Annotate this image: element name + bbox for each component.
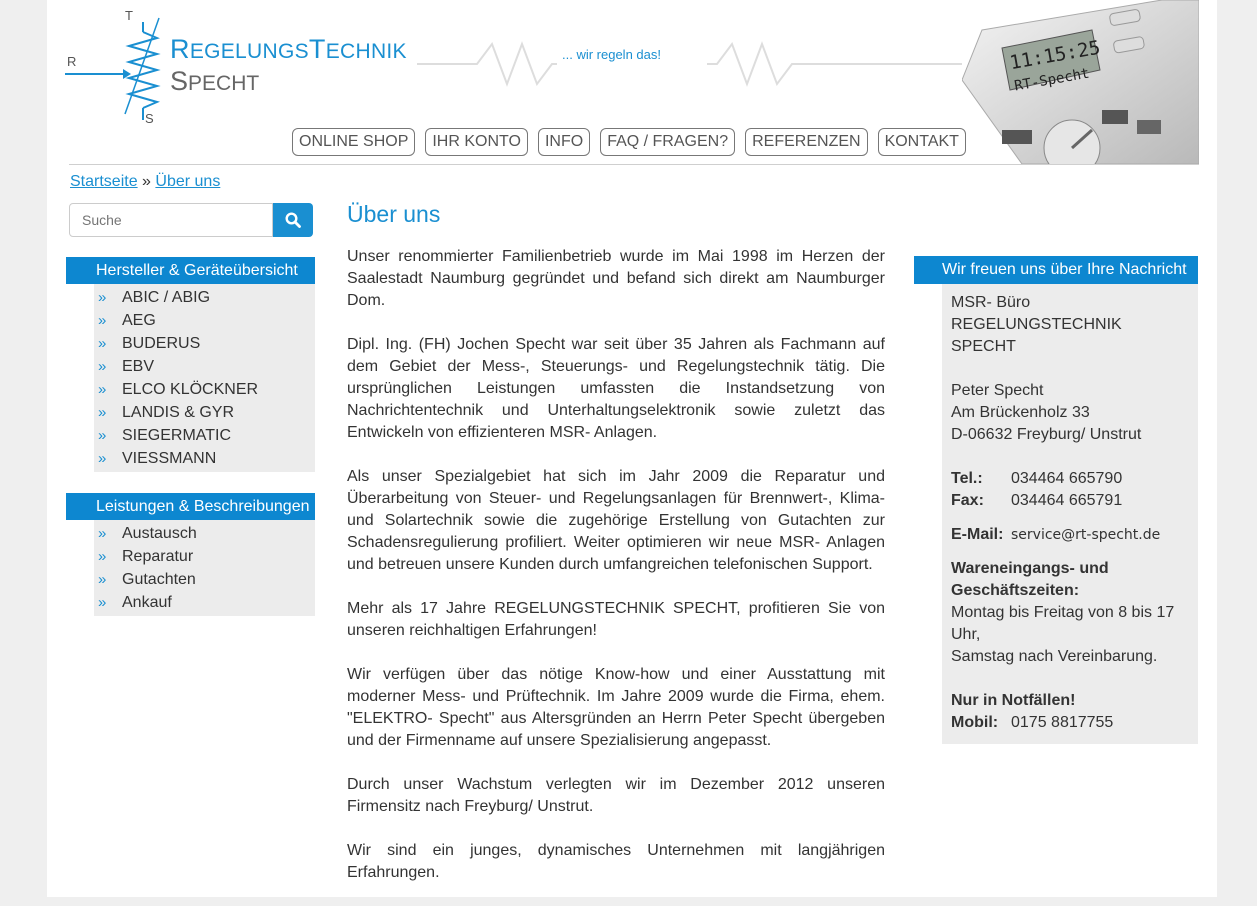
service-item[interactable]: » Austausch — [98, 525, 197, 542]
logo[interactable] — [65, 4, 425, 129]
tel-value[interactable]: 034464 665790 — [1011, 470, 1123, 487]
manufacturer-item[interactable]: » SIEGERMATIC — [98, 427, 232, 444]
contact-title: Wir freuen uns über Ihre Nachricht — [914, 256, 1198, 284]
paragraph: Als unser Spezialgebiet hat sich im Jahr 2009 die Reparatur und Überarbeitung von Steuer- und Regelungsanlagen für Brennwert-, Klima- und Solartechnik sowie die zugehörige Erstellung von Gutachten zur Schadensregulierung profiliert. Weiter optimieren wir neue MSR- Anlagen und betreuen unsere Kunden durch umfangreichen telefonischen Support. — [347, 468, 885, 573]
manufacturer-item[interactable]: » EBV — [98, 358, 155, 375]
breadcrumb-current[interactable]: Über uns — [155, 173, 221, 190]
paragraph: Unser renommierter Familienbetrieb wurde im Mai 1998 im Herzen der Saalestadt Naumburg gegründet und befand sich direkt am Naumburger Dom. — [347, 248, 885, 309]
contact-body — [942, 284, 1198, 744]
manufacturer-item[interactable]: » ABIC / ABIG — [98, 289, 211, 306]
page-title: Über uns — [347, 201, 441, 227]
main-nav — [292, 128, 966, 156]
resistor-logo-icon — [65, 4, 175, 129]
brand-line-1: REGELUNGSTECHNIK — [170, 34, 407, 64]
office-line: MSR- Büro — [951, 294, 1031, 311]
mobile-value[interactable]: 0175 8817755 — [1011, 714, 1114, 731]
page — [47, 0, 1217, 897]
office-line: SPECHT — [951, 338, 1016, 355]
slogan: ... wir regeln das! — [562, 47, 661, 62]
breadcrumb-separator: » — [142, 173, 151, 190]
hours-line: Samstag nach Vereinbarung. — [951, 648, 1158, 665]
manufacturer-item[interactable]: » LANDIS & GYR — [98, 404, 235, 421]
paragraph: Dipl. Ing. (FH) Jochen Specht war seit über 35 Jahren als Fachmann auf dem Gebiet der Mess-, Steuerungs- und Regelungstechnik tätig. Die ursprünglichen Leistungen umfassten die Instandsetzung von Nachrichtentechnik und Unterhaltungselektronik sowie zuletzt das Entwickeln von effizienteren MSR- Anlagen. — [347, 336, 885, 441]
email-link[interactable]: service@rt-specht.de — [1011, 527, 1161, 543]
paragraph: Mehr als 17 Jahre REGELUNGSTECHNIK SPECHT, profitieren Sie von unseren reichhaltigen Erfahrungen! — [347, 600, 885, 639]
svg-text:11:15:25: 11:15:25 — [1008, 36, 1102, 75]
services-title: Leistungen & Beschreibungen — [66, 493, 315, 520]
logo-letter-t: T — [125, 8, 133, 23]
hours-line: Montag bis Freitag von 8 bis 17 Uhr, — [951, 604, 1175, 643]
logo-letter-r: R — [67, 54, 77, 69]
email-row: E-Mail: service@rt-specht.de — [951, 526, 1161, 543]
contact-box — [914, 256, 1198, 744]
nav-info[interactable]: INFO — [538, 128, 590, 156]
brand-line-2: SPECHT — [170, 66, 260, 96]
paragraph: Durch unser Wachstum verlegten wir im Dezember 2012 unseren Firmensitz nach Freyburg/ Unstrut. — [347, 776, 885, 815]
nav-kontakt[interactable]: KONTAKT — [878, 128, 966, 156]
manufacturer-item[interactable]: » ELCO KLÖCKNER — [98, 381, 259, 398]
service-item[interactable]: » Gutachten — [98, 571, 196, 588]
breadcrumb-home[interactable]: Startseite — [70, 173, 138, 190]
manufacturers-title: Hersteller & Geräteübersicht — [66, 257, 315, 284]
contact-street: Am Brückenholz 33 — [951, 404, 1090, 421]
search-form — [69, 203, 313, 237]
nav-online-shop[interactable]: ONLINE SHOP — [292, 128, 415, 156]
contact-city: D-06632 Freyburg/ Unstrut — [951, 426, 1142, 443]
nav-referenzen[interactable]: REFERENZEN — [745, 128, 867, 156]
tel-row: Tel.: 034464 665790 — [951, 470, 1123, 487]
logo-letter-s: S — [145, 111, 154, 126]
manufacturer-item[interactable]: » AEG — [98, 312, 156, 329]
search-input[interactable] — [69, 203, 273, 237]
contact-name: Peter Specht — [951, 382, 1044, 399]
manufacturer-item[interactable]: » VIESSMANN — [98, 450, 217, 467]
hours-title: Wareneingangs- und Geschäftszeiten: — [951, 560, 1109, 599]
header — [47, 0, 1217, 165]
emergency-title: Nur in Notfällen! — [951, 692, 1076, 709]
manufacturers-list — [94, 284, 315, 472]
nav-faq[interactable]: FAQ / FRAGEN? — [600, 128, 735, 156]
main-content — [347, 200, 885, 906]
services-list — [94, 520, 315, 616]
nav-ihr-konto[interactable]: IHR KONTO — [425, 128, 528, 156]
svg-text:RT-Specht: RT-Specht — [1013, 65, 1091, 95]
signal-wave-icon — [417, 40, 977, 90]
paragraph: Wir sind ein junges, dynamisches Unternehmen mit langjährigen Erfahrungen. — [347, 842, 885, 881]
manufacturer-item[interactable]: » BUDERUS — [98, 335, 201, 352]
search-button[interactable] — [273, 203, 313, 237]
service-item[interactable]: » Reparatur — [98, 548, 194, 565]
fax-value: 034464 665791 — [1011, 492, 1123, 509]
thermostat-device-icon — [962, 0, 1199, 164]
office-line: REGELUNGSTECHNIK — [951, 316, 1122, 333]
mobile-row: Mobil: 0175 8817755 — [951, 714, 1114, 731]
fax-row: Fax: 034464 665791 — [951, 492, 1123, 509]
services-box — [66, 493, 315, 616]
paragraph: Wir verfügen über das nötige Know-how und einer Ausstattung mit moderner Mess- und Prüftechnik. Im Jahre 2009 wurde die Firma, ehem. "ELEKTRO- Specht" aus Altersgründen an Herrn Peter Specht übergeben und der Firmenname auf unsere Spezialisierung angepasst. — [347, 666, 885, 749]
service-item[interactable]: » Ankauf — [98, 594, 172, 611]
breadcrumb — [70, 173, 220, 191]
header-divider — [69, 164, 1199, 165]
manufacturers-box — [66, 257, 315, 472]
search-icon — [285, 212, 301, 228]
